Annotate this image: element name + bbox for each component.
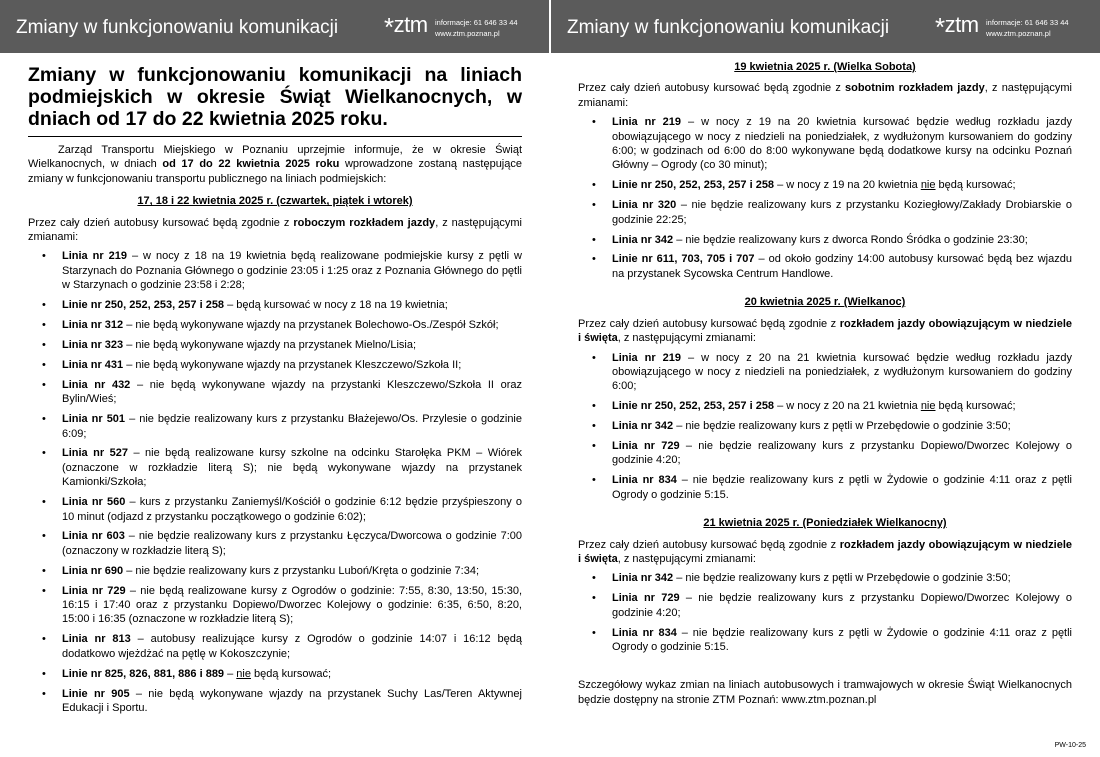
bullet-icon: •	[592, 199, 596, 212]
section-intro-intro-bold: rozkładem jazdy obowiązującym w niedziele i święta	[578, 538, 1072, 565]
ztm-logo	[384, 12, 428, 43]
item-text: – nie będzie realizowany kurs z przystanku Luboń/Kręta o godzinie 7:34;	[123, 564, 480, 577]
item-text-a: – w nocy z 19 na 20 kwietnia	[774, 179, 921, 192]
bullet-icon: •	[42, 447, 46, 460]
list-item	[578, 198, 1072, 227]
changes-list	[578, 571, 1072, 654]
item-text: – nie będzie realizowany kurs z dworca Rondo Śródka o godzinie 23:30;	[673, 233, 1028, 246]
line-number: Linia nr 813	[62, 633, 131, 646]
bullet-icon: •	[42, 496, 46, 509]
list-item	[578, 473, 1072, 502]
bullet-icon: •	[42, 378, 46, 391]
section-title: 21 kwietnia 2025 r. (Poniedziałek Wielkanocny)	[703, 517, 947, 530]
bullet-icon: •	[42, 667, 46, 680]
bullet-icon: •	[592, 440, 596, 453]
day-section	[578, 295, 1072, 502]
header-title: Zmiany w funkcjonowaniu komunikacji	[567, 17, 890, 38]
item-text: – będą kursować w nocy z 18 na 19 kwietnia;	[224, 299, 448, 312]
line-number: Linia nr 219	[62, 250, 127, 263]
line-number: Linia nr 729	[612, 440, 680, 453]
closing-note: Szczegółowy wykaz zmian na liniach autobusowych i tramwajowych w okresie Świąt Wielkanocnych będzie dostępny na stronie ZTM Poznań: www.ztm.poznan.pl	[578, 679, 1072, 706]
intro-date-range: od 17 do 22 kwietnia 2025 roku	[162, 158, 340, 171]
item-text: – nie będą realizowane kursy szkolne na odcinku Starołęka PKM – Wiórek (oznaczone w rozkładzie literą S); nie będą wykonywane wjazdy na przystanek Kamionki/Szkoła;	[62, 447, 522, 489]
list-item	[578, 591, 1072, 620]
line-number: Linia nr 560	[62, 496, 126, 509]
item-text: – nie będą realizowane kursy z Ogrodów o godzinie: 7:55, 8:30, 13:50, 15:30, 16:15 i 17:40 oraz z przystanku Dopiewo/Dworzec Kolejowy o godzinie: 6:35, 6:50, 8:20, 15:00 i 16:35 (oznaczone w rozkładzie literą S);	[62, 584, 523, 626]
list-item	[578, 233, 1072, 247]
item-text: – nie będą wykonywane wjazdy na przystanki Kleszczewo/Szkoła II oraz Bylin/Wieś;	[62, 378, 522, 406]
list-item	[578, 439, 1072, 468]
right-content	[578, 60, 1072, 707]
bullet-icon: •	[42, 687, 46, 700]
section-intro	[578, 317, 1072, 346]
line-number: Linia nr 219	[612, 116, 681, 129]
line-number: Linie nr 250, 252, 253, 257 i 258	[62, 299, 225, 312]
item-underline: nie	[920, 179, 936, 192]
list-item	[28, 495, 522, 524]
document-code: PW-10-25	[1054, 742, 1086, 749]
item-text: – nie będzie realizowany kurs z przystanku Koziegłowy/Zakłady Drobiarskie o godzinie 22:25;	[612, 199, 1072, 226]
bullet-icon: •	[592, 233, 596, 246]
item-text: – nie będzie realizowany kurs z pętli w Żydowie o godzinie 4:11 oraz z pętli Ogrody o godzinie 5:15.	[612, 474, 1073, 501]
item-underline: nie	[236, 667, 251, 680]
section-intro-text: Przez cały dzień autobusy kursować będą zgodnie z	[28, 216, 294, 229]
bullet-icon: •	[42, 564, 46, 577]
item-text-a: – w nocy z 20 na 21 kwietnia	[774, 400, 921, 413]
section-title: 17, 18 i 22 kwietnia 2025 r. (czwartek, piątek i wtorek)	[137, 195, 413, 208]
intro-text-b: wprowadzone zostaną następujące zmiany w funkcjonowaniu transportu publicznego na liniach podmiejskich:	[28, 158, 522, 185]
intro-text-a: Zarząd Transportu Miejskiego w Poznaniu uprzejmie informuje, że w okresie Świąt Wielkanocnych, w dniach	[28, 144, 522, 171]
item-text: – nie będzie realizowany kurs z pętli w Żydowie o godzinie 4:11 oraz z pętli Ogrody o godzinie 5:15.	[612, 626, 1073, 653]
day-section	[578, 60, 1072, 281]
bullet-icon: •	[42, 633, 46, 646]
list-item	[578, 178, 1072, 192]
bullet-icon: •	[592, 572, 596, 585]
line-number: Linie nr 905	[62, 687, 130, 700]
changes-list	[578, 351, 1072, 503]
item-text: – nie będzie realizowany kurs z przystanku Dopiewo/Dworzec Kolejowy o godzinie 4:20;	[612, 592, 1072, 619]
line-number: Linia nr 432	[62, 378, 131, 391]
list-item	[578, 571, 1072, 585]
section-title: 19 kwietnia 2025 r. (Wielka Sobota)	[734, 61, 916, 73]
line-number: Linie nr 825, 826, 881, 886 i 889	[62, 667, 225, 680]
item-underline: nie	[920, 400, 936, 413]
bullet-icon: •	[42, 358, 46, 371]
list-item	[28, 446, 522, 489]
bullet-icon: •	[42, 319, 46, 332]
day-section	[578, 516, 1072, 654]
bullet-icon: •	[592, 253, 596, 266]
section-title: 20 kwietnia 2025 r. (Wielkanoc)	[744, 296, 906, 309]
list-item	[28, 584, 522, 627]
section-intro	[578, 538, 1072, 567]
ztm-logo	[935, 12, 979, 43]
bullet-icon: •	[42, 584, 46, 597]
section-intro-intro-a: Przez cały dzień autobusy kursować będą zgodnie z	[578, 82, 845, 95]
logo-text: ztm	[944, 12, 979, 37]
item-text: – nie będzie realizowany kurs z przystanku Łęczyca/Dworcowa o godzinie 7:00 (oznaczony w rozkładzie literą S);	[62, 530, 522, 557]
list-item	[28, 564, 522, 578]
line-number: Linia nr 603	[62, 530, 125, 543]
changes-list	[578, 115, 1072, 281]
item-text: – nie będzie realizowany kurs z pętli w Przebędowie o godzinie 3:50;	[673, 420, 1011, 433]
bullet-icon: •	[42, 338, 46, 351]
list-item	[578, 351, 1072, 394]
bullet-icon: •	[592, 400, 596, 413]
line-number: Linia nr 690	[62, 564, 124, 577]
list-item	[578, 115, 1072, 173]
item-text: będą kursować;	[935, 179, 1016, 192]
item-text: – nie będą wykonywane wjazdy na przystanek Suchy Las/Teren Aktywnej Edukacji i Sportu.	[62, 687, 522, 714]
item-text: – w nocy z 19 na 20 kwietnia kursować będzie według rozkładu jazdy obowiązującego w nocy z niedzieli na poniedziałek, z wydłużonym kursowaniem do godziny 6:00; w godzinach od 6:00 do 8:00 wykonywane będą dodatkowe kursy na odcinku Poznań Główny – Ogrody (co 30 minut);	[612, 116, 1073, 172]
header-contact	[986, 17, 1069, 39]
line-number: Linia nr 501	[62, 413, 126, 426]
list-item	[28, 412, 522, 441]
bullet-icon: •	[592, 116, 596, 129]
line-number: Linie nr 250, 252, 253, 257 i 258	[612, 400, 775, 413]
header-website: www.ztm.poznan.pl	[986, 29, 1051, 38]
list-item	[28, 529, 522, 558]
line-number: Linie nr 611, 703, 705 i 707	[612, 253, 755, 266]
bullet-icon: •	[592, 474, 596, 487]
section-intro-bold: roboczym rozkładem jazdy	[293, 216, 436, 229]
list-item	[28, 249, 522, 292]
line-number: Linia nr 342	[612, 572, 674, 585]
bullet-icon: •	[42, 250, 46, 263]
list-item	[578, 252, 1072, 281]
list-item	[28, 358, 522, 372]
item-text: będą kursować;	[250, 667, 332, 680]
item-text: – nie będzie realizowany kurs z pętli w Przebędowie o godzinie 3:50;	[673, 572, 1011, 585]
list-item	[28, 378, 522, 407]
section-intro-intro-bold: rozkładem jazdy obowiązującym w niedziele i święta	[578, 317, 1072, 345]
line-number: Linia nr 431	[62, 358, 124, 371]
line-number: Linia nr 342	[612, 420, 674, 433]
bullet-icon: •	[592, 179, 596, 192]
line-number: Linia nr 342	[612, 233, 674, 246]
line-number: Linia nr 323	[62, 338, 124, 351]
asterisk-icon: *	[384, 12, 394, 42]
bullet-icon: •	[42, 299, 46, 312]
list-item	[28, 318, 522, 332]
left-page	[0, 0, 549, 757]
page-heading: Zmiany w funkcjonowaniu komunikacji na liniach podmiejskich w okresie Świąt Wielkanocnych, w dniach od 17 do 22 kwietnia 2025 roku.	[28, 60, 522, 137]
header-title: Zmiany w funkcjonowaniu komunikacji	[16, 17, 339, 38]
section-intro-intro-b: , z następującymi zmianami:	[617, 552, 756, 565]
list-item	[578, 626, 1072, 655]
bullet-icon: •	[592, 351, 596, 364]
list-item	[578, 399, 1072, 413]
list-item	[28, 632, 522, 661]
page-header	[0, 0, 549, 53]
list-item	[28, 687, 522, 716]
item-text: – w nocy z 18 na 19 kwietnia będą realizowane podmiejskie kursy z pętli w Starzynach do Poznania Głównego o godzinie 23:05 i 1:25 oraz z Poznania Głównego do pętli w Starzynach o godzinie 23:58 i 2:28;	[62, 250, 523, 292]
item-text: – autobusy realizujące kursy z Ogrodów o godzinie 14:07 i 16:12 będą dodatkowo wjeżdżać na pętlę w Kokoszczynie;	[62, 633, 522, 660]
item-text: – nie będzie realizowany kurs z przystanku Błażejewo/Os. Przylesie o godzinie 6:09;	[62, 413, 522, 440]
intro-paragraph	[28, 143, 522, 186]
list-item	[578, 419, 1072, 433]
item-text: – w nocy z 20 na 21 kwietnia kursować będzie według rozkładu jazdy obowiązującego w nocy z niedzieli na poniedziałek, z wydłużonym kursowaniem do godziny 6:00;	[612, 351, 1073, 393]
changes-list	[28, 249, 522, 715]
header-phone: informacje: 61 646 33 44	[986, 18, 1069, 27]
item-text: – od około godziny 14:00 autobusy kursować będą bez wjazdu na przystanek Sycowska Centrum Handlowe.	[612, 253, 1072, 280]
page-header	[551, 0, 1100, 53]
section-intro-intro-bold: sobotnim rozkładem jazdy	[845, 82, 985, 95]
line-number: Linia nr 219	[612, 351, 681, 364]
item-text-a: –	[224, 667, 237, 680]
line-number: Linia nr 320	[612, 199, 677, 212]
header-website: www.ztm.poznan.pl	[435, 29, 500, 38]
line-number: Linie nr 250, 252, 253, 257 i 258	[612, 179, 775, 192]
bullet-icon: •	[42, 530, 46, 543]
list-item	[28, 338, 522, 352]
item-text: będą kursować;	[935, 400, 1016, 413]
item-text: – nie będą wykonywane wjazdy na przystanek Bolechowo-Os./Zespół Szkół;	[123, 319, 499, 332]
section-intro	[28, 216, 522, 245]
item-text: – kurs z przystanku Zaniemyśl/Kościół o godzinie 6:12 będzie przyśpieszony o 10 minut (odjazd z przystanku początkowego o godzinie 6:02);	[62, 496, 523, 523]
bullet-icon: •	[592, 592, 596, 605]
line-number: Linia nr 834	[612, 474, 677, 487]
line-number: Linia nr 834	[612, 626, 677, 639]
section-intro-intro-b: , z następującymi zmianami:	[578, 82, 1073, 109]
logo-text: ztm	[393, 12, 428, 37]
left-content	[28, 60, 522, 721]
header-phone: informacje: 61 646 33 44	[435, 18, 518, 27]
bullet-icon: •	[42, 413, 46, 426]
header-contact	[435, 17, 518, 39]
section-intro-intro-a: Przez cały dzień autobusy kursować będą zgodnie z	[578, 317, 840, 330]
item-text: – nie będą wykonywane wjazdy na przystanek Kleszczewo/Szkoła II;	[123, 358, 462, 371]
right-page	[551, 0, 1100, 757]
section-intro-tail: , z następującymi zmianami:	[28, 216, 522, 244]
line-number: Linia nr 312	[62, 319, 124, 332]
list-item	[28, 667, 522, 681]
bullet-icon: •	[592, 420, 596, 433]
section-intro	[578, 81, 1072, 110]
line-number: Linia nr 729	[62, 584, 126, 597]
line-number: Linia nr 729	[612, 592, 680, 605]
section-intro-intro-a: Przez cały dzień autobusy kursować będą zgodnie z	[578, 538, 840, 551]
section-intro-intro-b: , z następującymi zmianami:	[617, 332, 756, 345]
bullet-icon: •	[592, 626, 596, 639]
item-text: – nie będą wykonywane wjazdy na przystanek Mielno/Lisia;	[123, 338, 417, 351]
item-text: – nie będzie realizowany kurs z przystanku Dopiewo/Dworzec Kolejowy o godzinie 4:20;	[612, 440, 1072, 467]
list-item	[28, 298, 522, 312]
line-number: Linia nr 527	[62, 447, 128, 460]
asterisk-icon: *	[935, 12, 945, 42]
